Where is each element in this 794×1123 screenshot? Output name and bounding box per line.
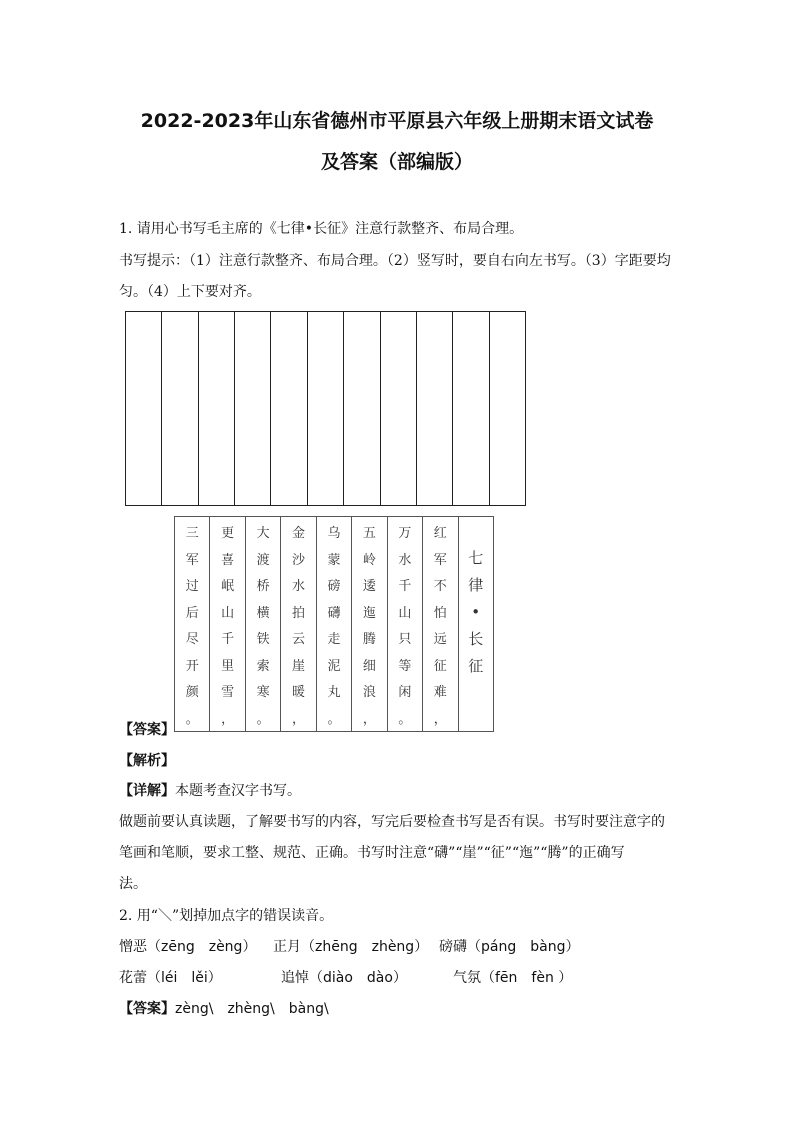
poem-character: 千 — [221, 632, 235, 647]
poem-character: 丸 — [327, 685, 341, 700]
poem-character: 拍 — [292, 605, 306, 621]
question-1-hint-line-2: 匀。（4）上下要对齐。 — [119, 284, 261, 300]
grid-column — [343, 312, 379, 505]
question-2-answer-text: zèng\ zhèng\ bàng\ — [175, 1001, 329, 1017]
grid-column — [489, 312, 525, 505]
poem-title-character: 七 — [468, 549, 484, 567]
pinyin-options: （diào dào） — [309, 970, 407, 986]
poem-character: 乌 — [327, 526, 341, 541]
grid-column — [126, 312, 161, 505]
poem-character: 逶 — [362, 579, 376, 594]
pinyin-word: 憎恶 — [119, 939, 147, 955]
poem-character: 开 — [185, 658, 199, 674]
poem-character: 等 — [398, 658, 412, 674]
poem-column — [280, 517, 315, 731]
poem-character: 大 — [256, 526, 270, 541]
poem-character: 山 — [221, 605, 235, 621]
question-1-detail — [119, 780, 301, 800]
poem-column — [316, 517, 351, 731]
poem-character: 里 — [221, 658, 235, 674]
pinyin-options: （páng bàng） — [467, 939, 580, 955]
poem-character: 难 — [433, 685, 447, 700]
document-title-line-2: 及答案（部编版） — [320, 151, 473, 173]
poem-character: 岷 — [221, 579, 235, 594]
poem-character: 浪 — [362, 685, 376, 700]
pinyin-item — [439, 939, 579, 955]
poem-character: 远 — [433, 632, 447, 647]
poem-column — [351, 517, 386, 731]
grid-column — [234, 312, 270, 505]
poem-character: 山 — [398, 605, 412, 621]
poem-character: 礴 — [327, 605, 341, 621]
pinyin-row-1 — [119, 936, 579, 956]
grid-column — [380, 312, 416, 505]
question-1-explain-line-1: 做题前要认真读题，了解要书写的内容，写完后要检查书写是否有误。书写时要注意字的 — [119, 814, 665, 830]
grid-column — [270, 312, 306, 505]
poem-character: 过 — [185, 579, 199, 594]
question-2-answer-label: 【答案】 — [119, 1001, 175, 1017]
question-1-answer-label: 【答案】 — [119, 722, 175, 738]
poem-column — [175, 517, 209, 731]
poem-character: 闲 — [398, 685, 412, 700]
detail-text: 本题考查汉字书写。 — [175, 783, 301, 799]
poem-title-character: • — [471, 603, 481, 621]
pinyin-item — [281, 967, 453, 987]
poem-character: 。 — [327, 711, 341, 727]
poem-title-character: 律 — [468, 576, 484, 594]
grid-column — [416, 312, 452, 505]
pinyin-row-2 — [119, 967, 572, 987]
pinyin-word: 花蕾 — [119, 970, 147, 986]
poem-character: 蒙 — [327, 552, 341, 568]
poem-character: 雪 — [221, 685, 235, 700]
poem-character: 军 — [433, 552, 447, 568]
writing-grid — [125, 311, 526, 506]
poem-character: 泥 — [327, 658, 341, 674]
poem-column — [209, 517, 244, 731]
poem-character: 索 — [256, 658, 270, 674]
pinyin-word: 气氛 — [453, 970, 481, 986]
poem-character: ， — [433, 711, 447, 727]
poem-answer-table — [174, 516, 494, 732]
poem-character: 万 — [398, 526, 412, 541]
poem-character: 金 — [292, 526, 306, 541]
poem-character: 铁 — [256, 632, 270, 647]
pinyin-options: （fēn fèn ） — [481, 970, 573, 986]
poem-character: 。 — [185, 711, 199, 727]
poem-title-character: 征 — [468, 657, 484, 675]
poem-character: 走 — [327, 632, 341, 647]
pinyin-options: （zhēng zhèng） — [301, 939, 429, 955]
question-1-analysis-label: 【解析】 — [119, 753, 175, 769]
question-2-answer — [119, 998, 329, 1018]
poem-character: 渡 — [256, 552, 270, 568]
poem-character: 岭 — [362, 552, 376, 568]
poem-character: 更 — [221, 526, 235, 541]
poem-character: 只 — [398, 632, 412, 647]
grid-column — [161, 312, 197, 505]
pinyin-item — [273, 936, 439, 956]
detail-label: 【详解】 — [119, 783, 175, 799]
poem-character: 崖 — [292, 658, 306, 674]
question-1-explain-line-3: 法。 — [119, 876, 147, 892]
grid-column — [198, 312, 234, 505]
poem-character: ， — [292, 711, 306, 727]
poem-character: 不 — [433, 579, 447, 594]
poem-column — [387, 517, 422, 731]
poem-character: 五 — [362, 526, 376, 541]
pinyin-item — [453, 970, 572, 986]
poem-character: 三 — [185, 526, 199, 541]
poem-character: 腾 — [362, 632, 376, 647]
pinyin-item — [119, 936, 273, 956]
poem-character: 喜 — [221, 552, 235, 568]
pinyin-word: 追悼 — [281, 970, 309, 986]
pinyin-options: （léi lěi） — [147, 970, 222, 986]
poem-character: 横 — [256, 605, 270, 621]
poem-character: 细 — [362, 658, 376, 674]
poem-character: ， — [362, 711, 376, 727]
poem-character: 桥 — [256, 579, 270, 594]
poem-character: 磅 — [327, 579, 341, 594]
poem-character: 红 — [433, 526, 447, 541]
poem-character: ， — [221, 711, 235, 727]
poem-title-column — [458, 517, 493, 731]
question-1-hint-line-1: 书写提示：（1）注意行款整齐、布局合理。（2）竖写时，要自右向左书写。（3）字距要均 — [119, 253, 671, 269]
poem-character: 颜 — [185, 685, 199, 700]
pinyin-word: 磅礴 — [439, 939, 467, 955]
poem-character: 尽 — [185, 632, 199, 647]
poem-character: 迤 — [362, 605, 376, 621]
poem-column — [422, 517, 457, 731]
document-title-line-1: 2022-2023年山东省德州市平原县六年级上册期末语文试卷 — [140, 110, 654, 132]
poem-character: 。 — [398, 711, 412, 727]
poem-title-character: 长 — [468, 630, 484, 648]
poem-character: 暖 — [292, 685, 306, 700]
poem-character: 军 — [185, 552, 199, 568]
question-2-stem: 2. 用“＼”划掉加点字的错误读音。 — [119, 908, 334, 924]
poem-character: 水 — [398, 552, 412, 568]
pinyin-item — [119, 967, 281, 987]
poem-character: 后 — [185, 605, 199, 621]
poem-character: 。 — [256, 711, 270, 727]
poem-character: 沙 — [292, 552, 306, 568]
poem-character: 征 — [433, 658, 447, 674]
grid-column — [307, 312, 343, 505]
grid-column — [452, 312, 488, 505]
poem-character: 云 — [292, 632, 306, 647]
poem-character: 寒 — [256, 685, 270, 700]
pinyin-options: （zēng zèng） — [147, 939, 257, 955]
poem-character: 水 — [292, 579, 306, 594]
poem-character: 千 — [398, 579, 412, 594]
pinyin-word: 正月 — [273, 939, 301, 955]
question-1-stem: 1. 请用心书写毛主席的《七律•长征》注意行款整齐、布局合理。 — [119, 221, 524, 237]
poem-column — [245, 517, 280, 731]
question-1-explain-line-2: 笔画和笔顺，要求工整、规范、正确。书写时注意“礴”“崖”“征”“迤”“腾”的正确写 — [119, 845, 625, 861]
poem-character: 怕 — [433, 605, 447, 621]
